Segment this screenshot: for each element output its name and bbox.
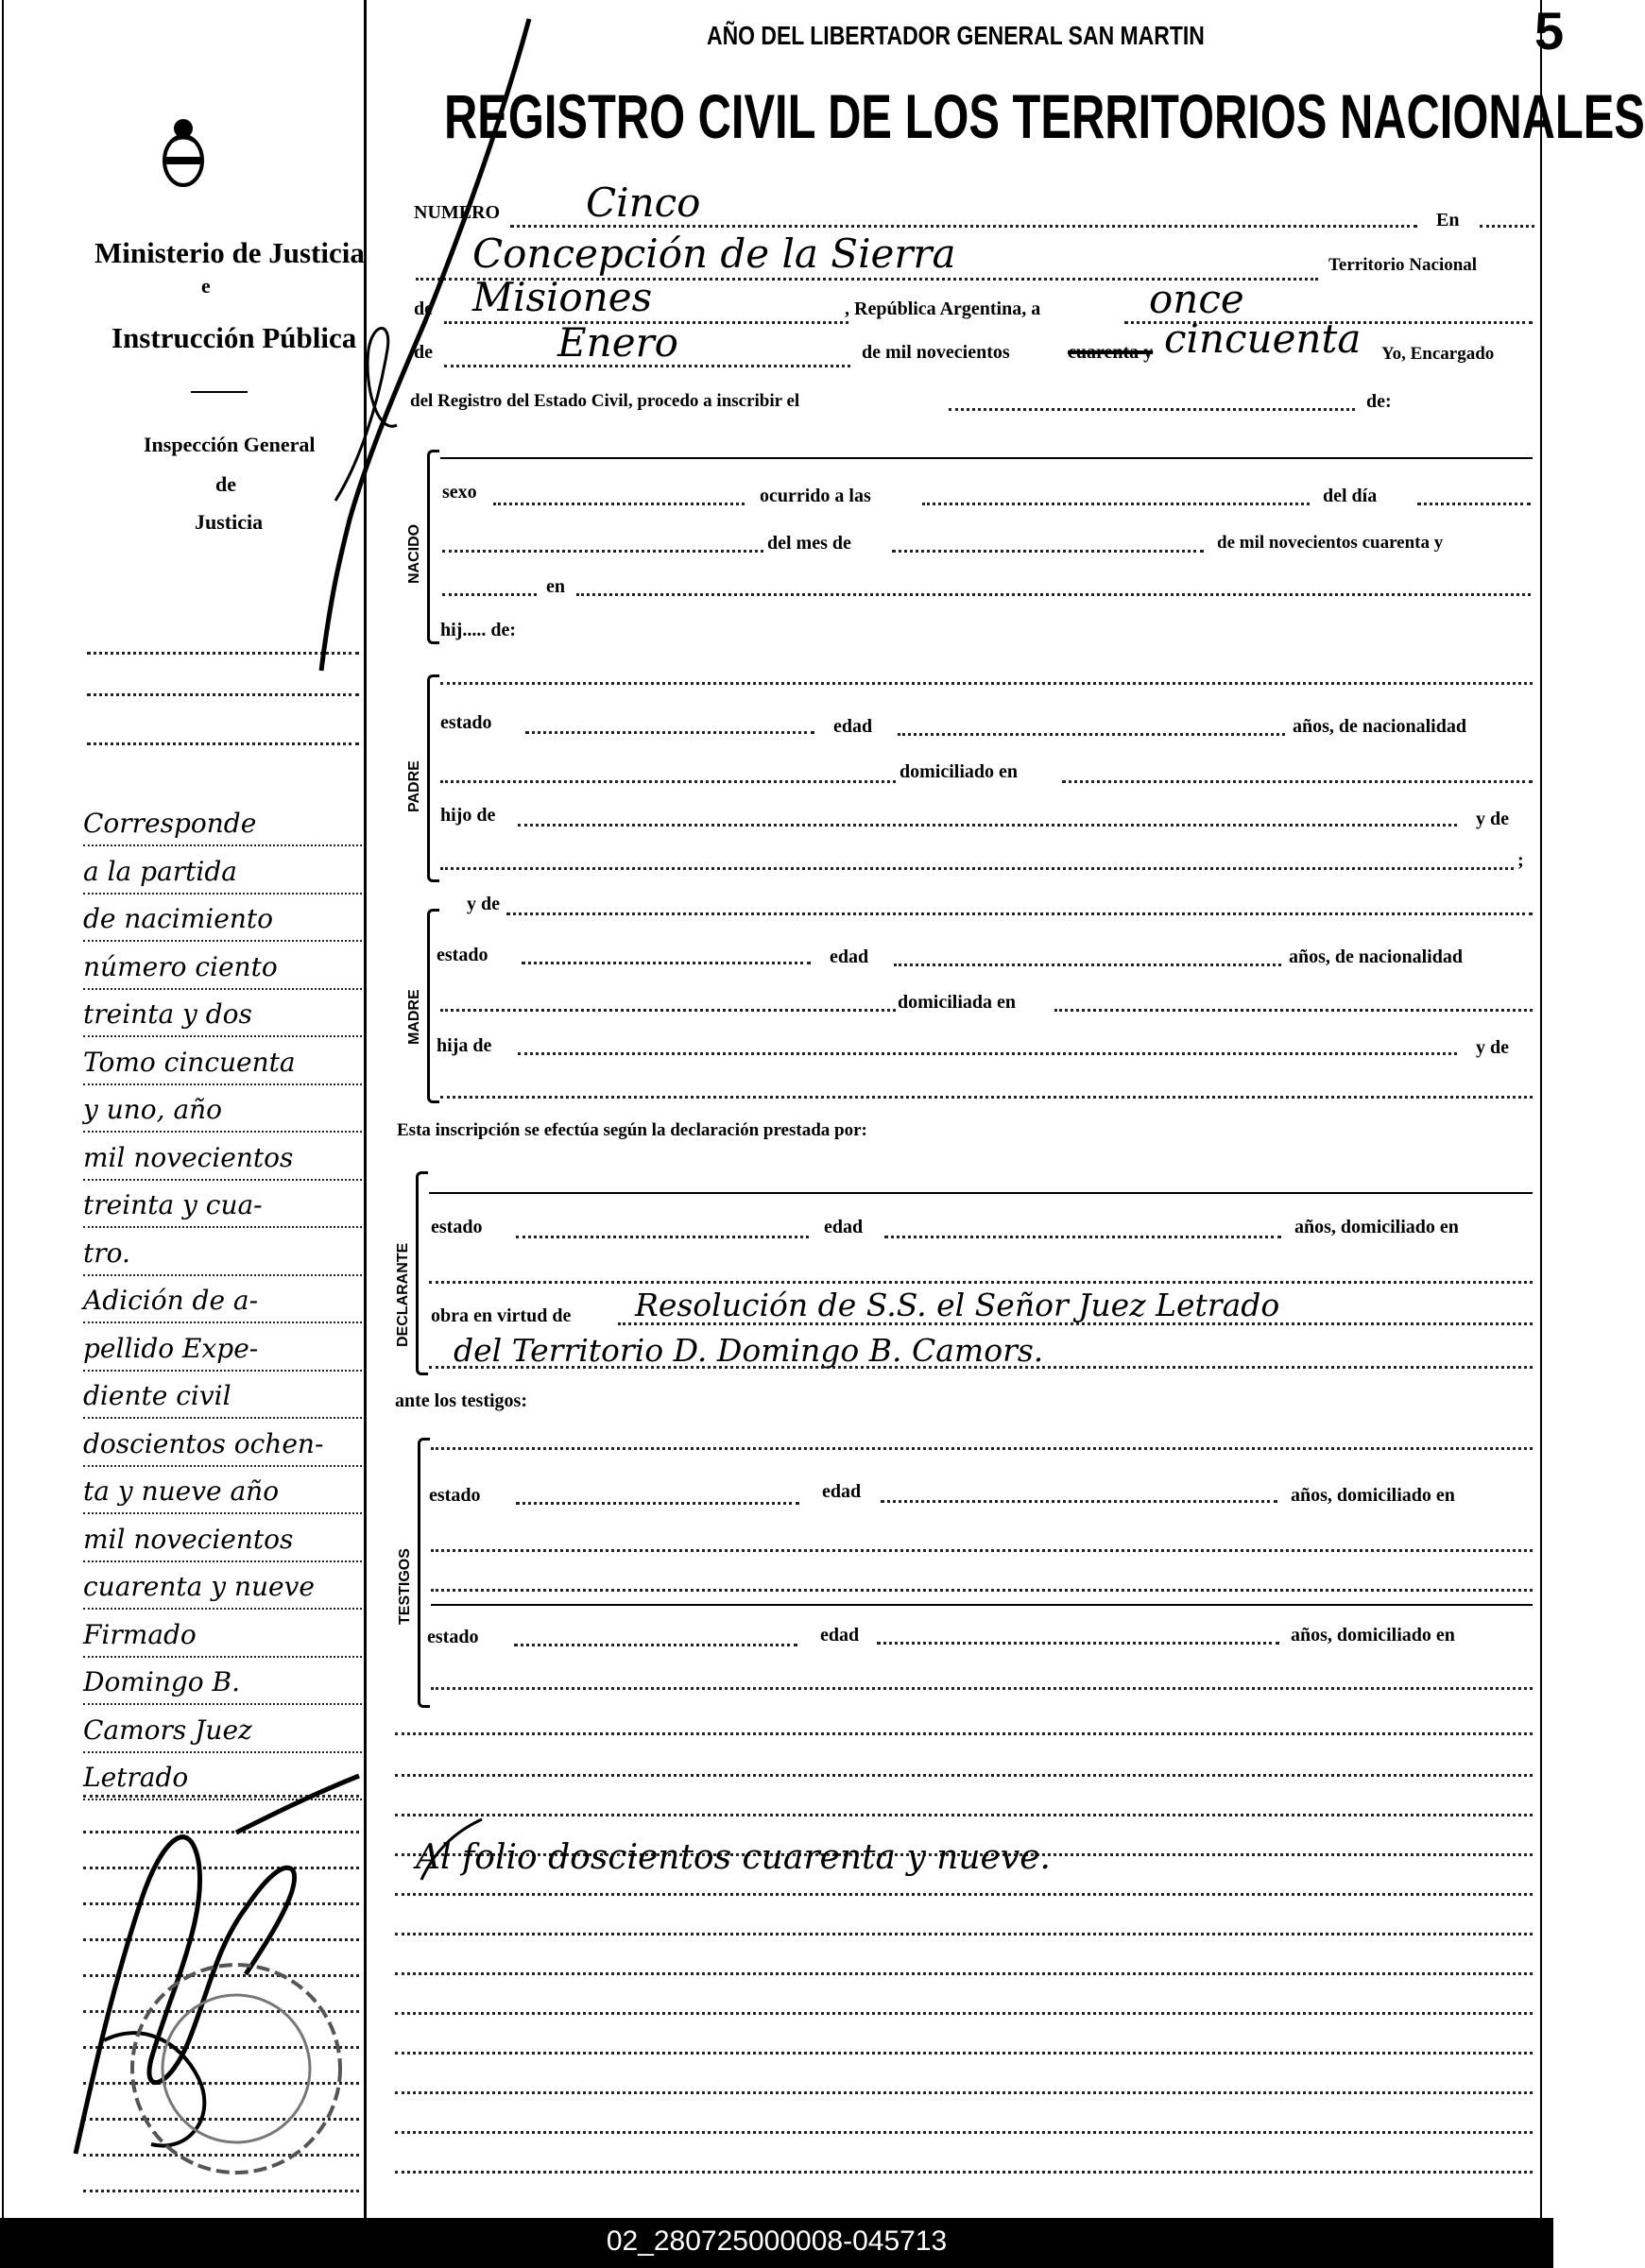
- note-line: [395, 1972, 1533, 1975]
- sexo-label: sexo: [442, 482, 477, 503]
- declarante-dom-dots: [429, 1281, 1533, 1284]
- en-label: En: [1436, 210, 1460, 230]
- handwritten-lugar: Concepción de la Sierra: [472, 230, 956, 277]
- padre-estado-dots: [525, 731, 814, 734]
- section-testigos: TESTIGOS: [397, 1548, 413, 1625]
- madre-edad-dots: [894, 963, 1281, 966]
- padre-hijo-label: hijo de: [440, 805, 496, 826]
- right-border: [1540, 0, 1542, 2218]
- folio-mark: [416, 1814, 491, 1889]
- handwritten-resolucion1: Resolución de S.S. el Señor Juez Letrado: [635, 1287, 1280, 1323]
- margin-line: [87, 742, 359, 745]
- inspection-line1: Inspección General: [144, 433, 316, 456]
- margin-note-line: Letrado: [83, 1757, 362, 1800]
- testigo2-extra-dots: [395, 1732, 1533, 1735]
- note-line: [395, 2131, 1533, 2134]
- ante-label: ante los testigos:: [395, 1390, 527, 1411]
- note-line: [395, 1774, 1533, 1777]
- margin-note-line: doscientos ochen-: [83, 1424, 362, 1467]
- testigo2-name-line: [431, 1604, 1533, 1606]
- padre-bracket: [427, 674, 439, 882]
- madre-y-de-label: y de: [467, 894, 500, 914]
- margin-note-line: mil novecientos: [83, 1519, 362, 1562]
- ministry-line3: Instrucción Pública: [111, 321, 357, 354]
- mil-novecientos-label: de mil novecientos: [862, 342, 1010, 363]
- testigo1-edad-dots: [881, 1500, 1277, 1503]
- margin-note-line: Adición de a-: [83, 1280, 362, 1323]
- testigo1-dom-dots: [431, 1549, 1533, 1552]
- margin-note-line: ta y nueve año: [83, 1471, 362, 1514]
- madre-anos-label: años, de nacionalidad: [1289, 946, 1463, 967]
- testigo2-estado-dots: [514, 1644, 797, 1646]
- note-line: [395, 1933, 1533, 1935]
- margin-note-line: a la partida: [83, 851, 362, 895]
- margin-note-line: Domingo B.: [83, 1662, 362, 1705]
- note-line: [395, 2091, 1533, 2094]
- republica-label: , República Argentina, a: [845, 298, 1041, 319]
- padre-semicolon: ;: [1517, 850, 1524, 871]
- declarante-top-line: [429, 1192, 1533, 1194]
- lugar-nac-dots: [576, 593, 1531, 596]
- margin-line: [87, 693, 359, 696]
- margin-note-line: treinta y dos: [83, 994, 362, 1037]
- del-mes-label: del mes de: [767, 533, 851, 554]
- margin-note-line: mil novecientos: [83, 1137, 362, 1181]
- madre-name-dots: [506, 912, 1533, 915]
- struck-text: cuarenta y: [1068, 342, 1154, 363]
- padre-edad-dots: [898, 733, 1285, 736]
- testigos-bracket: [418, 1438, 430, 1708]
- madre-hija-dots: [518, 1052, 1457, 1055]
- margin-note-line: Tomo cincuenta: [83, 1042, 362, 1085]
- padre-domiciliado-label: domiciliado en: [900, 761, 1019, 782]
- section-madre: MADRE: [406, 989, 422, 1045]
- note-line: [395, 1893, 1533, 1896]
- obra-label: obra en virtud de: [431, 1305, 572, 1326]
- scan-id-footer: [0, 2218, 1553, 2268]
- numero-dots: [510, 225, 1417, 228]
- handwritten-mes: Enero: [557, 319, 678, 366]
- padre-dom-dots: [1062, 780, 1533, 783]
- margin-note-line: y uno, año: [83, 1089, 362, 1133]
- madre-edad-label: edad: [830, 946, 869, 967]
- del-dia-label: del día: [1323, 486, 1378, 506]
- en2-label: en: [546, 576, 565, 597]
- testigo1-anos-label: años, domiciliado en: [1291, 1485, 1455, 1506]
- margin-note-line: tro.: [83, 1233, 362, 1276]
- testigo1-extra-dots: [431, 1589, 1533, 1592]
- handwritten-territorio: Misiones: [472, 274, 653, 320]
- hij-label: hij..... de:: [440, 620, 516, 640]
- signature-stroke: [170, 9, 567, 690]
- header-year-line: AÑO DEL LIBERTADOR GENERAL SAN MARTIN: [707, 21, 1205, 50]
- mes-nac-dots: [892, 550, 1204, 553]
- de-label: de: [414, 298, 433, 319]
- note-line: [395, 2171, 1533, 2174]
- padre-anos-label: años, de nacionalidad: [1293, 716, 1466, 737]
- margin-note-line: diente civil: [83, 1375, 362, 1419]
- testigo2-estado-label: estado: [427, 1627, 479, 1647]
- section-nacido: NACIDO: [406, 523, 422, 584]
- testigo2-dom-dots: [431, 1687, 1533, 1690]
- de-colon-label: de:: [1366, 391, 1392, 412]
- en-dots: [1480, 225, 1534, 228]
- padre-nac-dots: [440, 780, 896, 783]
- handwritten-folio: Al folio doscientos cuarenta y nueve.: [416, 1838, 1051, 1877]
- note-line: [395, 2052, 1533, 2055]
- madre-hija-label: hija de: [437, 1035, 492, 1056]
- padre-name-dots: [440, 682, 1533, 685]
- madre-y-de2-label: y de: [1476, 1037, 1509, 1058]
- note-line: [395, 1814, 1533, 1816]
- padre-hijo-dots: [518, 824, 1457, 827]
- padre-edad-label: edad: [833, 716, 873, 737]
- del-dia-dots: [1417, 503, 1531, 505]
- section-padre: PADRE: [406, 760, 422, 812]
- madre-dom-dots: [1054, 1009, 1533, 1012]
- numero-label: NUMERO: [414, 202, 501, 223]
- inspection-line2: de: [215, 472, 236, 496]
- margin-note-line: cuarenta y nueve: [83, 1566, 362, 1610]
- ocurrido-label: ocurrido a las: [760, 486, 871, 506]
- hora-dots: [922, 503, 1310, 505]
- testigo1-name-dots: [431, 1447, 1533, 1450]
- declarante-estado-label: estado: [431, 1217, 483, 1237]
- madre-nac-dots: [440, 1009, 896, 1012]
- territorio-label: Territorio Nacional: [1328, 255, 1478, 275]
- section-declarante: DECLARANTE: [395, 1242, 411, 1347]
- madre-estado-dots: [522, 962, 811, 964]
- margin-note-line: Corresponde: [83, 803, 362, 846]
- margin-note-line: de nacimiento: [83, 898, 362, 942]
- testigo1-edad-label: edad: [822, 1481, 862, 1502]
- obra2-dots: [429, 1366, 1533, 1369]
- madre-estado-label: estado: [437, 945, 488, 965]
- margin-note-line: Firmado: [83, 1614, 362, 1658]
- inscripcion-label: Esta inscripción se efectúa según la declaración prestada por:: [397, 1120, 867, 1140]
- page-number: 5: [1534, 1, 1565, 60]
- declarante-anos-label: años, domiciliado en: [1294, 1217, 1459, 1237]
- testigo2-anos-label: años, domiciliado en: [1291, 1625, 1455, 1646]
- margin-note-line: número ciento: [83, 946, 362, 990]
- left-border: [2, 0, 4, 2218]
- margin-note-line: Camors Juez: [83, 1710, 362, 1753]
- left-signature-icon: [57, 1757, 378, 2191]
- obra-dots: [618, 1322, 1533, 1325]
- testigo1-estado-dots: [516, 1502, 799, 1505]
- registro-dots: [949, 408, 1355, 411]
- declarante-bracket: [416, 1171, 428, 1375]
- ministry-line2: e: [201, 274, 211, 298]
- registro-line: del Registro del Estado Civil, procedo a inscribir el: [410, 391, 800, 411]
- madre-abuela-dots: [440, 1096, 1533, 1099]
- testigo2-edad-label: edad: [820, 1625, 860, 1646]
- ministry-line1: Ministerio de Justicia: [94, 236, 365, 269]
- declarante-estado-dots: [516, 1236, 809, 1238]
- scan-id-text: 02_280725000008-045713: [606, 2225, 948, 2257]
- yo-label: Yo, Encargado: [1381, 344, 1495, 364]
- nacido-top-line: [440, 457, 1533, 459]
- madre-domiciliada-label: domiciliada en: [898, 992, 1017, 1013]
- declarante-edad-dots: [884, 1236, 1281, 1238]
- padre-y-de-label: y de: [1476, 809, 1509, 829]
- de2-label: de: [414, 342, 433, 363]
- handwritten-anio: cincuenta: [1164, 315, 1362, 362]
- handwritten-numero: Cinco: [586, 179, 701, 226]
- mil-cuarenta-label: de mil novecientos cuarenta y: [1217, 533, 1444, 553]
- madre-bracket: [427, 909, 439, 1103]
- margin-note-line: pellido Expe-: [83, 1328, 362, 1372]
- margin-note-line: treinta y cua-: [83, 1185, 362, 1228]
- page-title: REGISTRO CIVIL DE LOS TERRITORIOS NACIONALES: [444, 81, 1645, 151]
- padre-abuela-dots: [440, 867, 1514, 870]
- padre-estado-label: estado: [440, 712, 492, 733]
- note-line: [395, 2012, 1533, 2015]
- handwritten-dia: once: [1149, 276, 1244, 322]
- testigo2-edad-dots: [877, 1642, 1279, 1645]
- handwritten-resolucion2: del Territorio D. Domingo B. Camors.: [454, 1332, 1044, 1369]
- inspection-line3: Justicia: [195, 510, 264, 534]
- testigo1-estado-label: estado: [429, 1485, 481, 1506]
- declarante-edad-label: edad: [824, 1217, 864, 1237]
